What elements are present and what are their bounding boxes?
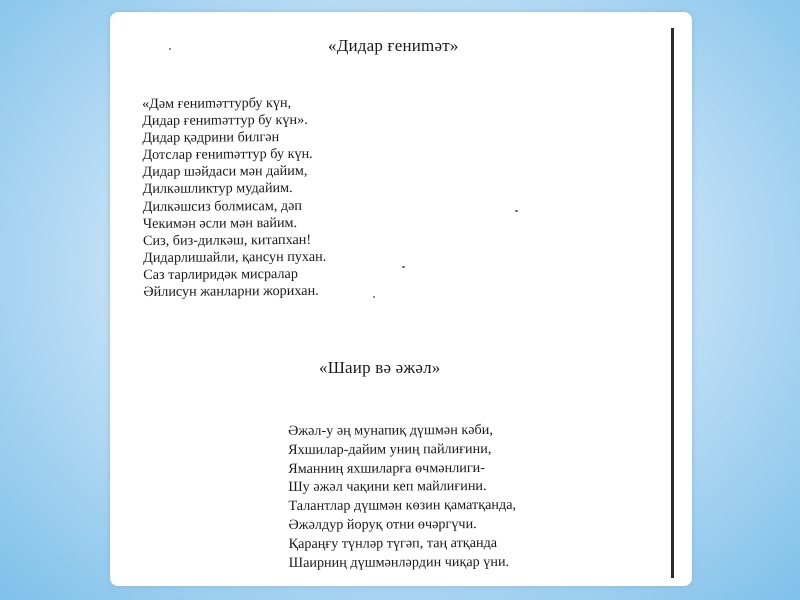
poem-line: Дидарлишайли, қансун пухан. [143, 248, 327, 266]
poem-line: Дилкәшсиз болмисам, дәп [142, 197, 303, 215]
poem-line: Шаирниң дүшмәнләрдин чиқар үни. [288, 553, 510, 571]
poem-2-title: «Шаир вә әжәл» [319, 358, 441, 377]
scan-speck [373, 296, 375, 298]
poem-line: Әжәлдур йоруқ отни өчәргүчи. [288, 515, 477, 533]
poem-line: Дидар ғениmәттур бу күн». [142, 111, 308, 130]
scan-speck [402, 266, 405, 268]
poem-line: Әйлисун жанларни жорихан. [143, 282, 319, 301]
poem-line: Талантлар дүшмән көзин қаматқанда, [288, 496, 517, 515]
poem-line: Сиз, биз-дилкәш, китапхан! [142, 231, 312, 249]
poem-line: Яманниң яхшиларға өчмәнлиги- [288, 459, 486, 477]
poem-line: Қараңғу түнләр түгәп, таң атқанда [288, 534, 498, 552]
poem-line: Саз тарлиридәк мисралар [143, 265, 298, 283]
poem-line: Яхшилар-дайим униң пайлиғини, [288, 440, 492, 458]
poem-line: Шу әжәл чақини кеп майлиғини. [288, 478, 487, 496]
scan-edge-line [671, 28, 674, 578]
scanned-page [110, 12, 692, 586]
poem-line: Дотслар ғениmәттур бу күн. [142, 146, 313, 164]
poem-1-stanza [142, 95, 327, 301]
poem-line: Дидар шәйдаси мән дайим, [142, 163, 308, 181]
poem-1-title: «Дидар ғениmәт» [328, 36, 459, 55]
poem-2-stanza [288, 421, 516, 573]
poem-line: Чекимән әсли мән вайим. [142, 214, 298, 232]
poem-line: Әжәл-у әң мунапиқ дүшмән кәби, [288, 421, 493, 439]
scan-speck [515, 210, 518, 212]
poem-line: Дилкәшликтур мудайим. [142, 180, 293, 198]
scan-speck [169, 48, 171, 50]
poem-line: Дидар қәдрини билгән [142, 129, 280, 147]
poem-line: «Дәм ғениmәттурбу күн, [142, 94, 292, 112]
